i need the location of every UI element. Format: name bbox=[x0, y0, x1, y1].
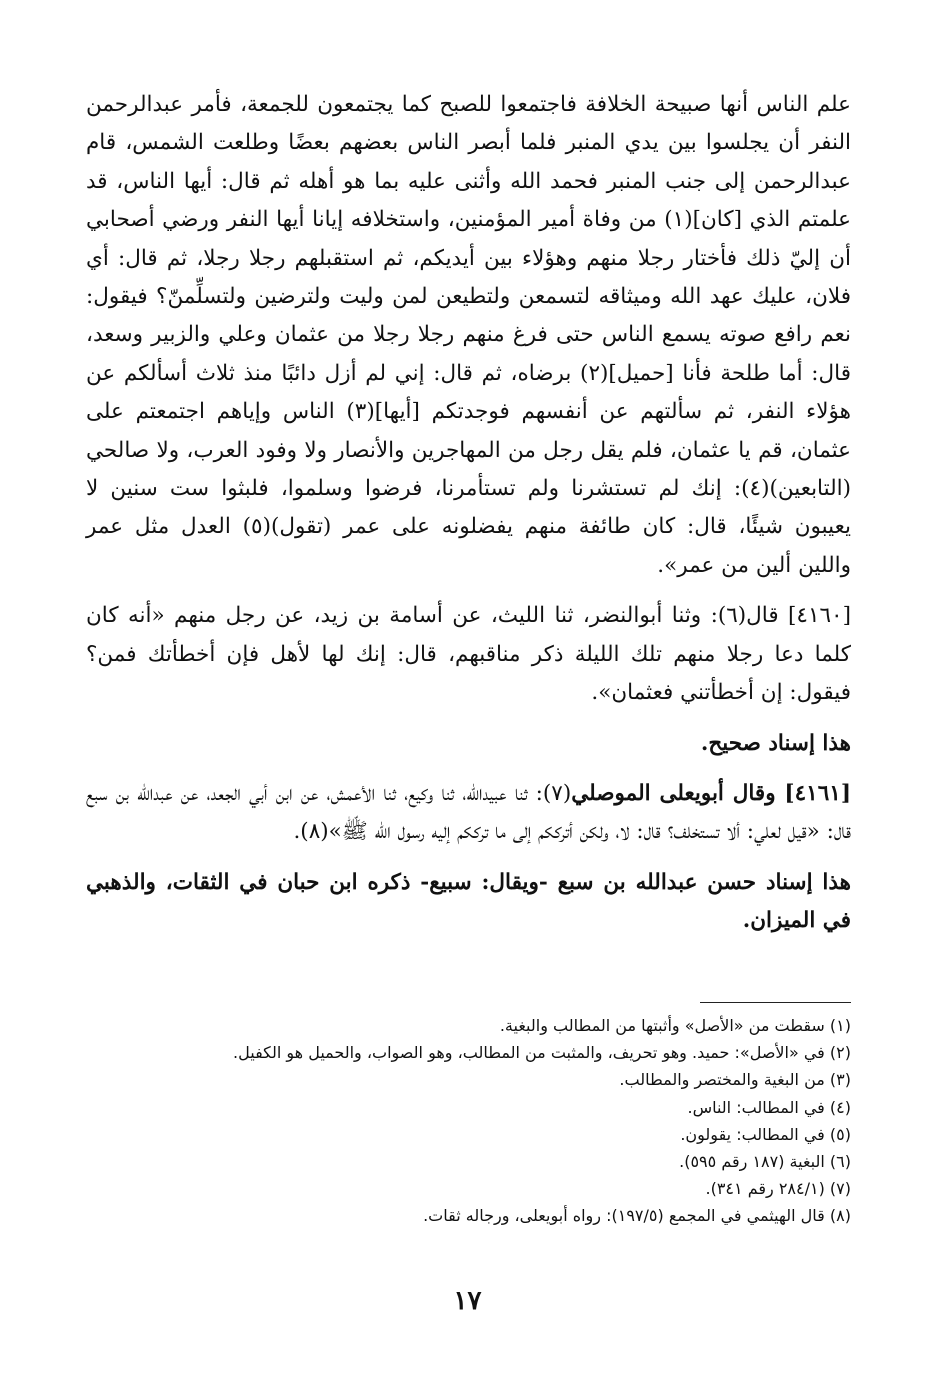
footnote-3: (٣) من البغية والمختصر والمطالب. bbox=[619, 1070, 851, 1090]
hadith-4161-text: (٧): ثنا عبيدالله، ثنا وكيع، ثنا الأعمش، عن ابن أبي الجعد، عن عبدالله بن سبع قال: «قيل لعلي: ألا تستخلف؟ قال: لا، ولكن أترككم إلى ما ترككم إليه رسول الله ﷺ»(٨). bbox=[86, 780, 851, 845]
paragraph-narration: علم الناس أنها صبيحة الخلافة فاجتمعوا للصبح كما يجتمعون للجمعة، فأمر عبدالرحمن النفر أن يجلسوا بين يدي المنبر فلما أبصر الناس بعضهم بعضًا وطلعت الشمس، قام عبدالرحمن إلى جنب المنبر فحمد الله وأثنى عليه بما هو أهله ثم قال: أيها الناس، قد علمتم الذي [كان](١) من وفاة أمير المؤمنين، واستخلافه إيانا أيها النفر ورضي أصحابي أن إليّ ذلك فأختار رجلا منهم وهؤلاء بين أيديكم، ثم استقبلهم رجلا رجلا، ثم قال: أي فلان، عليك عهد الله وميثاقه لتسمعن ولتطيعن لمن وليت ولترضين ولتسلِّمنّ؟ فيقول: نعم رافع صوته يسمع الناس حتى فرغ منهم رجلا رجلا من عثمان وعلي والزبير وسعد، قال: أما طلحة فأنا [حميل](٢) برضاه، ثم قال: إني لم أزل دائبًا منذ ثلاث أسألكم عن هؤلاء النفر، ثم سألتهم عن أنفسهم فوجدتكم [أيها](٣) الناس وإياهم اجتمعتم على عثمان، قم يا عثمان، فلم يقل رجل من المهاجرين والأنصار ولا وفود العرب، ولا صالحي (التابعين)(٤): إنك لم تستشرنا ولم تستأمرنا، فرضوا وسلموا، فلبثوا ست سنين لا يعيبون شيئًا، قال: كان طائفة منهم يفضلونه على عمر (تقول)(٥) العدل مثل عمر واللين ألين من عمر». bbox=[86, 92, 852, 578]
paragraph-isnad-grading-1: هذا إسناد صحيح. bbox=[700, 730, 851, 756]
footnote-5: (٥) في المطالب: يقولون. bbox=[680, 1124, 851, 1144]
footnote-4: (٤) في المطالب: الناس. bbox=[687, 1097, 851, 1117]
paragraph-isnad-grading-2: هذا إسناد حسن عبدالله بن سبع -ويقال: سبيع- ذكره ابن حبان في الثقات، والذهبي في الميزان. bbox=[86, 869, 851, 934]
hadith-4161-lead: [٤١٦١] وقال أبويعلى الموصلي bbox=[571, 780, 851, 806]
paragraph-hadith-4160: [٤١٦٠] قال(٦): وثنا أبوالنضر، ثنا الليث، عن أسامة بن زيد، عن رجل منهم «أنه كان كلما دعا رجلا منهم تلك الليلة ذكر مناقبهم، قال: إنك لها لأهل فإن أخطأتك فمن؟ فيقول: إن أخطأتني فعثمان». bbox=[86, 603, 851, 706]
footnotes bbox=[86, 1012, 851, 1230]
footnote-6: (٦) البغية (١٨٧ رقم ٥٩٥). bbox=[679, 1152, 851, 1172]
main-text bbox=[86, 86, 851, 941]
footnote-8: (٨) قال الهيثمي في المجمع (١٩٧/٥): رواه أبويعلى، ورجاله ثقات. bbox=[423, 1206, 851, 1226]
paragraph-hadith-4161 bbox=[86, 775, 851, 852]
footnote-2: (٢) في «الأصل»: حميد. وهو تحريف، والمثبت من المطالب، وهو الصواب، والحميل هو الكفيل. bbox=[233, 1043, 851, 1063]
footnote-7: (٧) (٢٨٤/١ رقم ٣٤١). bbox=[705, 1179, 851, 1199]
footnote-divider bbox=[700, 1002, 851, 1003]
footnote-1: (١) سقطت من «الأصل» وأثبتها من المطالب والبغية. bbox=[499, 1016, 851, 1035]
page-number: ١٧ bbox=[453, 1286, 482, 1316]
